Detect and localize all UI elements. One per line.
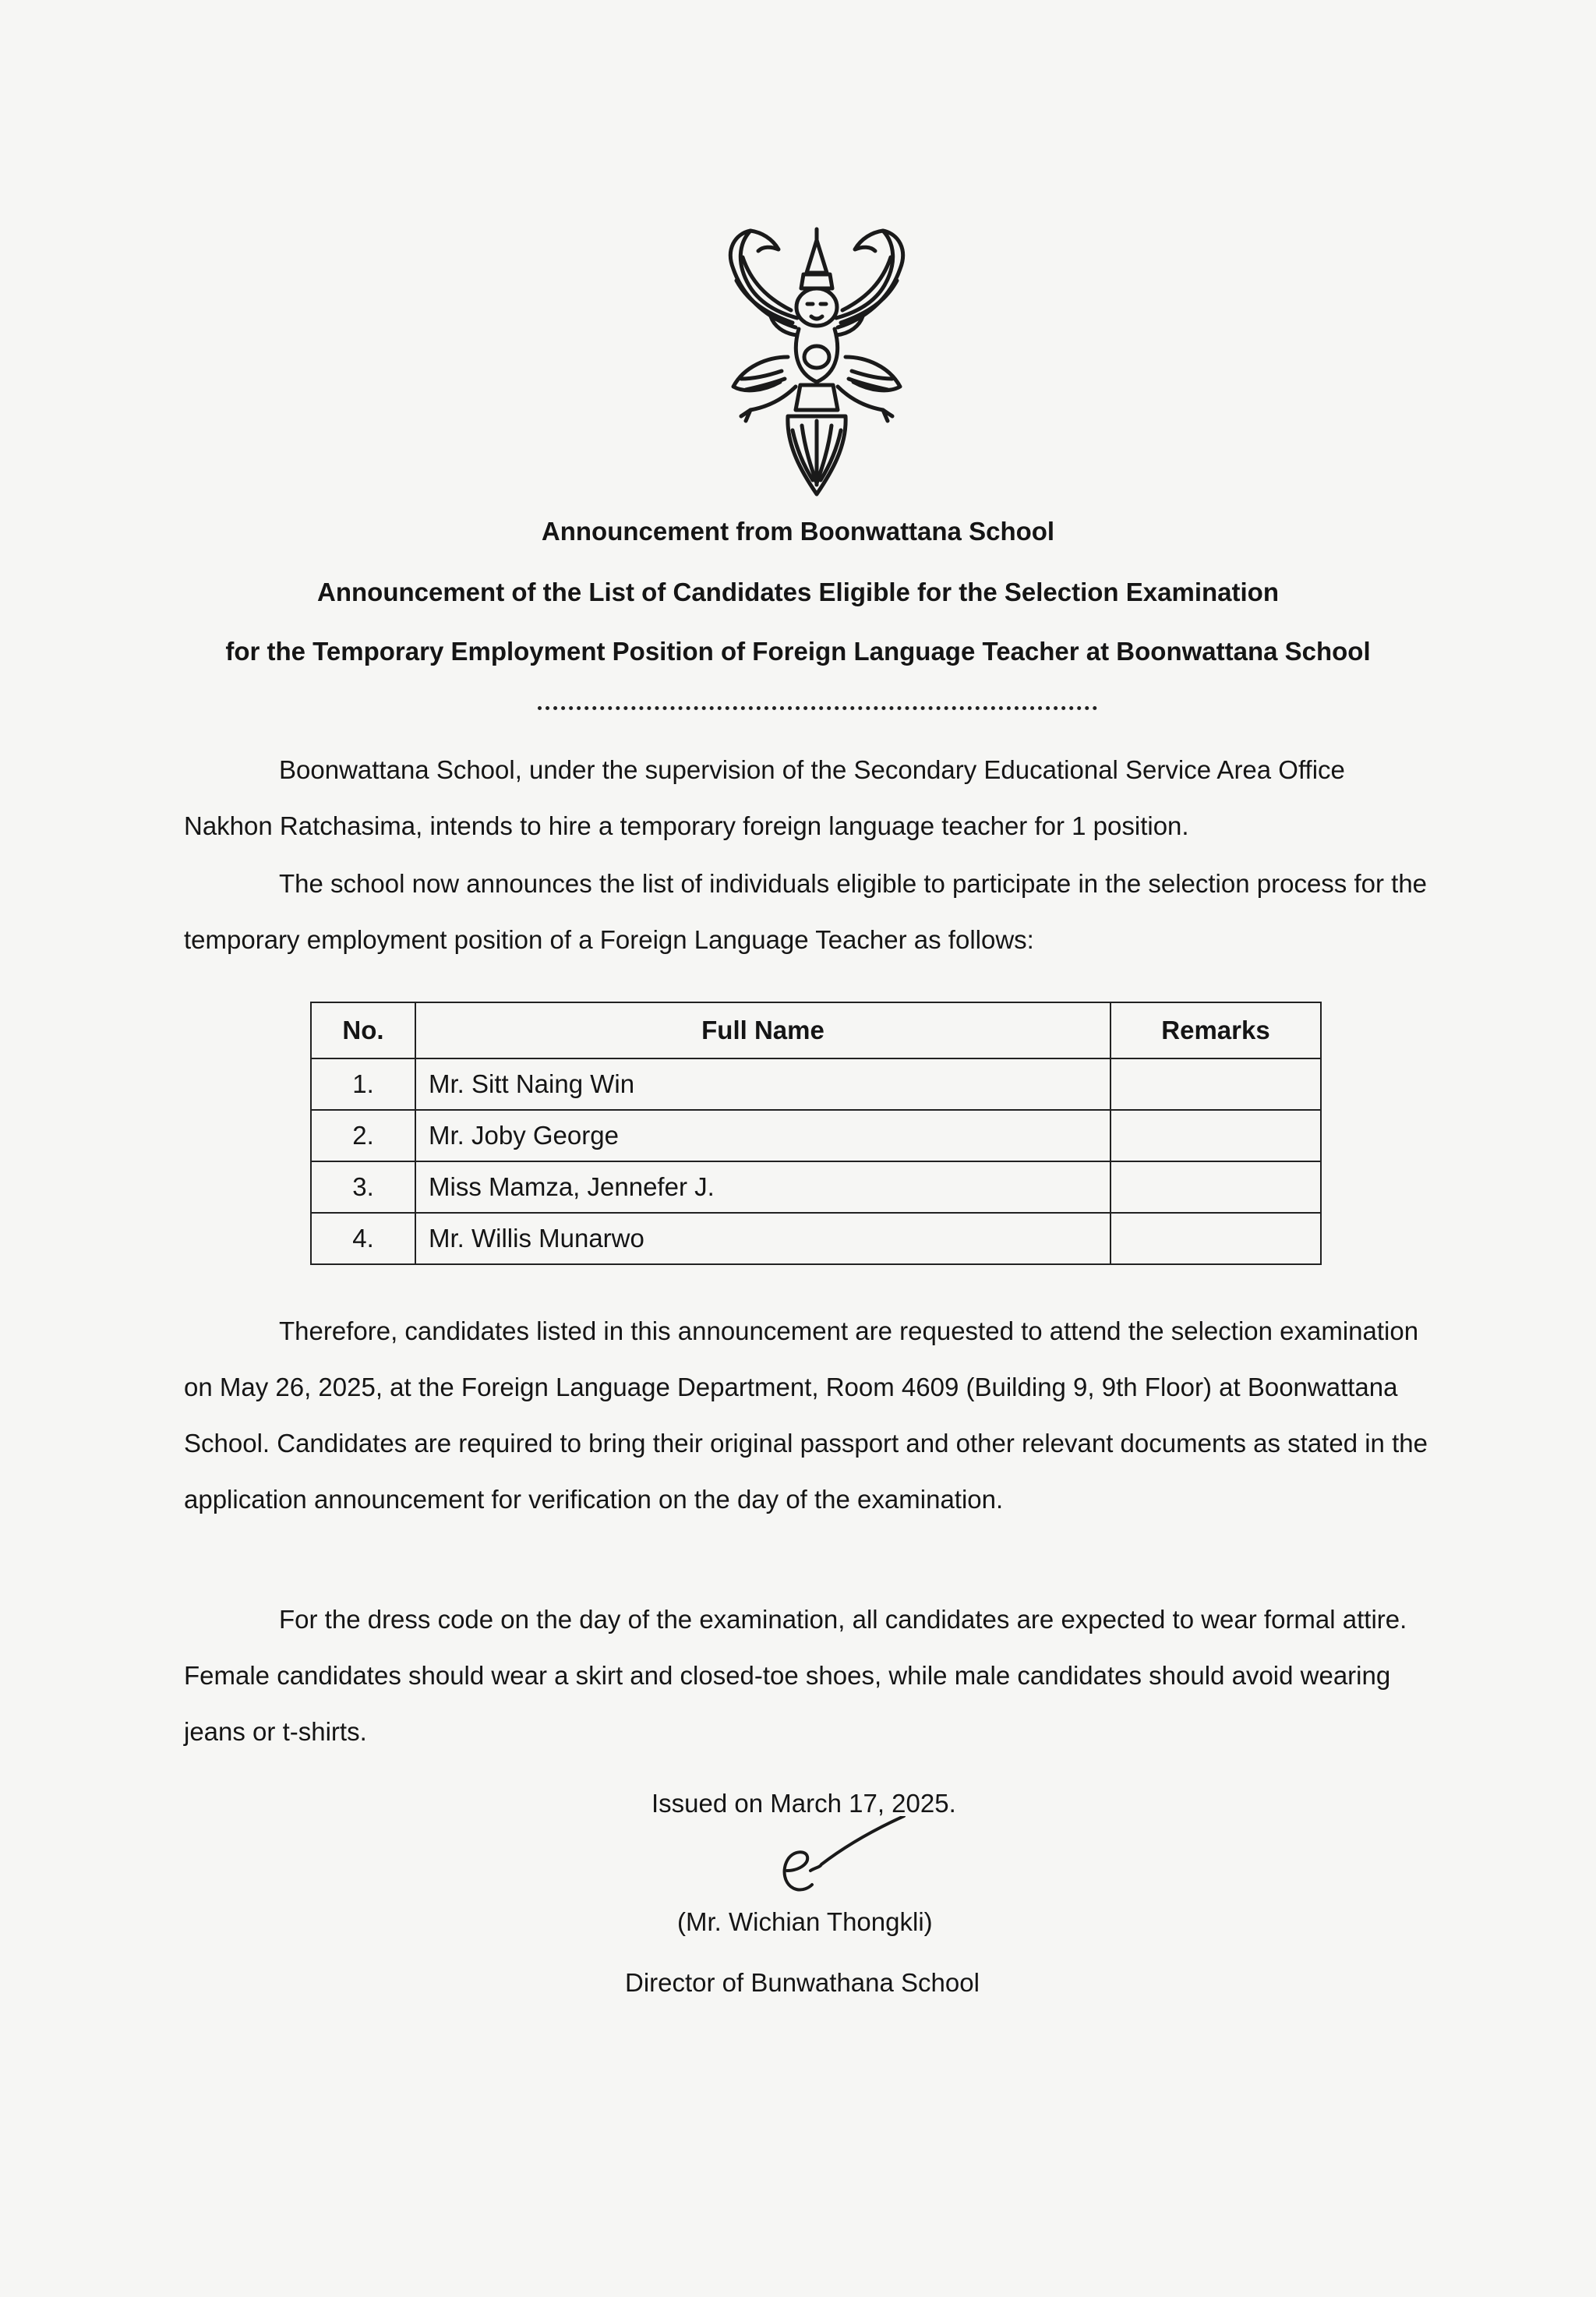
cell-no: 1. (311, 1058, 415, 1110)
table-row (311, 1213, 1321, 1264)
cell-full-name: Mr. Sitt Naing Win (415, 1058, 1110, 1110)
signatory-title: Director of Bunwathana School (625, 1968, 980, 1997)
intro-paragraph: Boonwattana School, under the supervision of the Secondary Educational Service Area Office Nakhon Ratchasima, intends to hire a temporary foreign language teacher for 1 position. (184, 755, 1345, 840)
table-row (311, 1058, 1321, 1110)
signatory-name: (Mr. Wichian Thongkli) (677, 1907, 933, 1936)
cell-no: 3. (311, 1161, 415, 1213)
table-row (311, 1161, 1321, 1213)
table-row (311, 1110, 1321, 1161)
table-header-row (311, 1002, 1321, 1058)
cell-full-name: Miss Mamza, Jennefer J. (415, 1161, 1110, 1213)
list-intro-paragraph: The school now announces the list of individuals eligible to participate in the selection process for the temporary employment position of a Foreign Language Teacher as follows: (184, 869, 1428, 954)
cell-full-name: Mr. Joby George (415, 1110, 1110, 1161)
issued-date: Issued on March 17, 2025. (651, 1789, 956, 1818)
announcement-subtitle: for the Temporary Employment Position of Foreign Language Teacher at Boonwattana School (225, 637, 1371, 666)
cell-remarks (1110, 1110, 1321, 1161)
column-header-remarks: Remarks (1110, 1002, 1321, 1058)
cell-no: 2. (311, 1110, 415, 1161)
cell-remarks (1110, 1161, 1321, 1213)
announcement-heading: Announcement from Boonwattana School (541, 517, 1055, 546)
candidates-table (310, 1002, 1322, 1265)
column-header-no: No. (311, 1002, 415, 1058)
cell-no: 4. (311, 1213, 415, 1264)
announcement-title: Announcement of the List of Candidates Eligible for the Selection Examination (317, 578, 1279, 606)
cell-full-name: Mr. Willis Munarwo (415, 1213, 1110, 1264)
garuda-emblem-icon (696, 226, 937, 499)
column-header-full-name: Full Name (415, 1002, 1110, 1058)
cell-remarks (1110, 1213, 1321, 1264)
examination-paragraph: Therefore, candidates listed in this announcement are requested to attend the selection examination on May 26, 2025, at the Foreign Language Department, Room 4609 (Building 9, 9th Floor) at Boonwattana School. Candidates are required to bring their original passport and other relevant documents as stated in the application announcement for verification on the day of the examination. (184, 1316, 1428, 1514)
dotted-divider (538, 706, 1097, 710)
dress-code-paragraph: For the dress code on the day of the examination, all candidates are expected to wear formal attire. Female candidates should wear a skirt and closed-toe shoes, while male candidates should avoid wearing jeans or t-shirts. (184, 1605, 1407, 1746)
cell-remarks (1110, 1058, 1321, 1110)
